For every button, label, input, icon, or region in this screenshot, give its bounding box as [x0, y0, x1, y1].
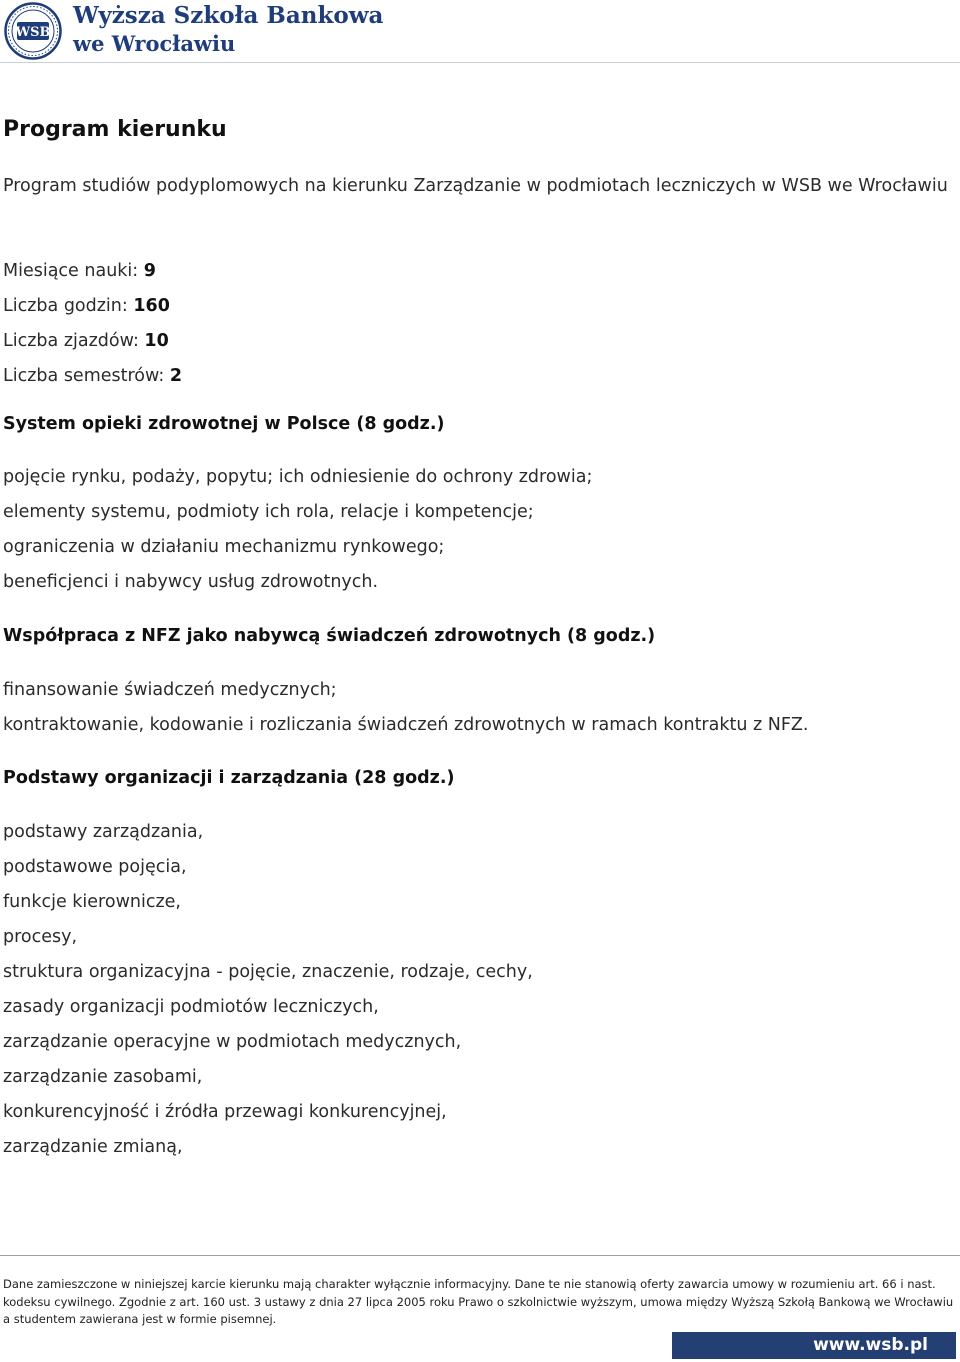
section-topics [3, 460, 592, 600]
topic-item: zarządzanie zasobami, [3, 1067, 203, 1087]
section-topics [3, 815, 533, 1165]
topic-item: zarządzanie operacyjne w podmiotach medycznych, [3, 1032, 462, 1052]
topic-item: beneficjenci i nabywcy usług zdrowotnych. [3, 572, 379, 592]
program-intro: Program studiów podyplomowych na kierunku Zarządzanie w podmiotach leczniczych w WSB we Wrocławiu [3, 176, 948, 196]
topic-item: pojęcie rynku, podaży, popytu; ich odniesienie do ochrony zdrowia; [3, 467, 593, 487]
section-heading: Współpraca z NFZ jako nabywcą świadczeń zdrowotnych (8 godz.) [3, 626, 656, 646]
section-heading: System opieki zdrowotnej w Polsce (8 godz.) [3, 414, 445, 434]
topic-item: zarządzanie zmianą, [3, 1137, 183, 1157]
section-heading: Podstawy organizacji i zarządzania (28 godz.) [3, 768, 455, 788]
website-url-bar[interactable]: www.wsb.pl [672, 1332, 956, 1359]
fact-value: 10 [144, 331, 169, 351]
section-topics [3, 673, 808, 743]
topic-item: funkcje kierownicze, [3, 892, 181, 912]
program-facts [3, 254, 182, 394]
svg-text:WSB: WSB [15, 25, 51, 40]
fact-value: 9 [143, 261, 156, 281]
brand-city: we Wrocławiu [73, 31, 236, 56]
fact-value: 2 [169, 366, 183, 386]
topic-item: finansowanie świadczeń medycznych; [3, 680, 337, 700]
topic-item: procesy, [3, 927, 78, 947]
topic-item: podstawowe pojęcia, [3, 857, 187, 877]
fact-meetings [3, 324, 182, 359]
header-divider [0, 62, 960, 63]
topic-item: ograniczenia w działaniu mechanizmu rynkowego; [3, 537, 445, 557]
footer-disclaimer: Dane zamieszczone w niniejszej karcie kierunku mają charakter wyłącznie informacyjny. Dane te nie stanowią oferty zawarcia umowy w rozumieniu art. 66 i nast. kodeksu cywilnego. Zgodnie z art. 160 ust. 3 ustawy z dnia 27 lipca 2005 roku Prawo o szkolnictwie wyższym, umowa między Wyższą Szkołą Bankową we Wrocławiu a studentem zawierana jest w formie pisemnej. [3, 1277, 954, 1326]
topic-item: kontraktowanie, kodowanie i rozliczania świadczeń zdrowotnych w ramach kontraktu z NFZ. [3, 715, 809, 735]
university-seal-logo [4, 2, 62, 60]
fact-label: Liczba semestrów: [3, 366, 170, 386]
topic-item: podstawy zarządzania, [3, 822, 204, 842]
footer-divider [0, 1255, 960, 1256]
fact-months [3, 254, 182, 289]
topic-item: elementy systemu, podmioty ich rola, relacje i kompetencje; [3, 502, 534, 522]
brand-name: Wyższa Szkoła Bankowa [73, 2, 384, 29]
fact-label: Liczba zjazdów: [3, 331, 145, 351]
topic-item: konkurencyjność i źródła przewagi konkurencyjnej, [3, 1102, 447, 1122]
fact-label: Liczba godzin: [3, 296, 134, 316]
topic-item: zasady organizacji podmiotów leczniczych, [3, 997, 379, 1017]
page-title: Program kierunku [3, 117, 227, 142]
fact-semesters [3, 359, 182, 394]
topic-item: struktura organizacyjna - pojęcie, znaczenie, rodzaje, cechy, [3, 962, 533, 982]
fact-value: 160 [133, 296, 170, 316]
fact-hours [3, 289, 182, 324]
fact-label: Miesiące nauki: [3, 261, 144, 281]
page-header [0, 0, 960, 62]
